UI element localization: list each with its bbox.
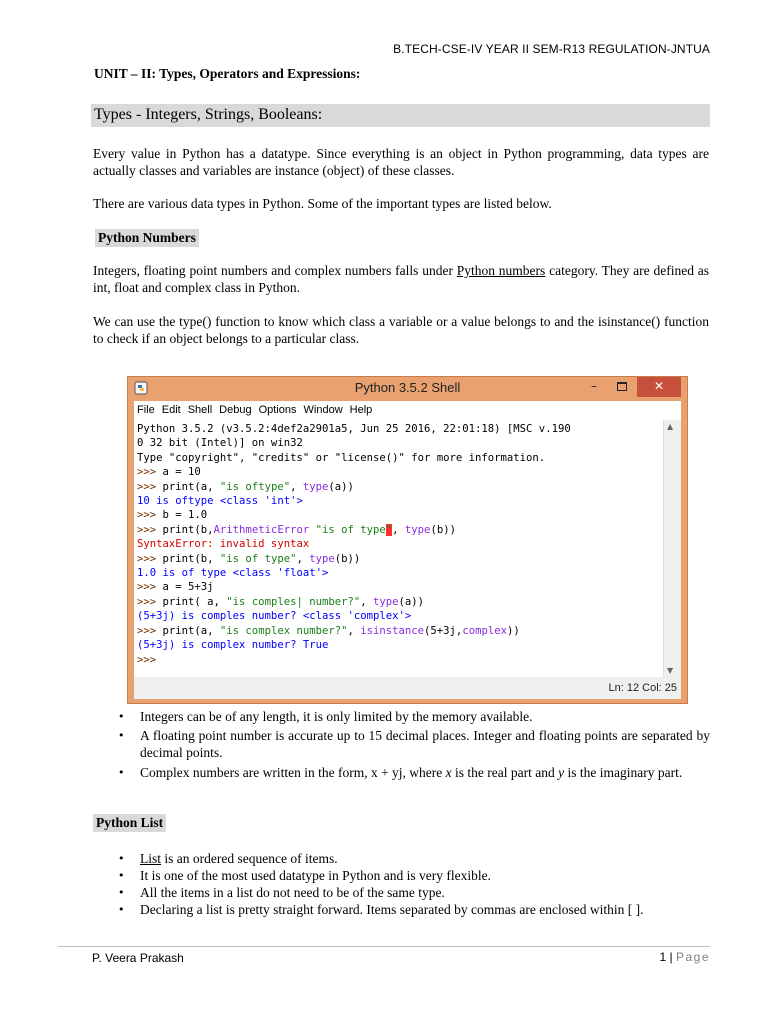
code-line: Type "copyright", "credits" or "license()" for more information. (137, 451, 546, 464)
shell-code-area[interactable] (134, 420, 663, 677)
code-token: print( a, (162, 595, 227, 608)
code-input: b = 1.0 (162, 509, 208, 522)
prompt: >>> (137, 509, 163, 522)
var-y: y (558, 765, 565, 780)
intro-paragraph: Every value in Python has a datatype. Since everything is an object in Python programming, data types are actually classes and variables are instance (object) of these classes. (93, 146, 709, 178)
code-builtin: ArithmeticError (213, 523, 310, 536)
list-item (118, 850, 710, 867)
code-token: , (347, 624, 361, 637)
subhead-python-numbers: Python Numbers (95, 229, 199, 247)
code-line (137, 624, 660, 638)
page-separator: | (669, 950, 673, 964)
code-line (137, 580, 660, 594)
prompt: >>> (137, 466, 163, 479)
code-input: a = 5+3j (162, 581, 214, 594)
code-token: , (290, 480, 303, 493)
code-token: (b)) (334, 552, 361, 565)
python-shell-window (127, 376, 688, 704)
code-string: "is of type (309, 523, 386, 536)
menu-options[interactable]: Options (258, 404, 297, 416)
shell-menubar (134, 401, 681, 420)
error-marker: " (385, 523, 393, 536)
menu-help[interactable]: Help (349, 404, 373, 416)
numbers-paragraph (93, 262, 709, 296)
page-number: 1 (659, 950, 667, 964)
code-error: SyntaxError: invalid syntax (137, 538, 310, 551)
menu-edit[interactable]: Edit (161, 404, 181, 416)
menu-debug[interactable]: Debug (219, 404, 252, 416)
complex-text: is the real part and (451, 765, 559, 780)
code-token: , (296, 552, 310, 565)
unit-title: UNIT – II: Types, Operators and Expressions: (94, 66, 361, 81)
scroll-down-icon[interactable]: ▼ (667, 666, 674, 675)
types-paragraph: There are various data types in Python. Some of the important types are listed below. (93, 196, 552, 211)
code-line (137, 595, 660, 609)
code-token: print(a, (162, 624, 220, 637)
code-builtin: type (404, 523, 431, 536)
code-token: , (360, 595, 373, 608)
footer-author: P. Veera Prakash (92, 951, 184, 965)
code-output: 1.0 is of type <class 'float'> (137, 567, 329, 580)
menu-file[interactable]: File (137, 404, 155, 416)
page-word: Page (675, 950, 710, 964)
minimize-button[interactable]: – (591, 379, 597, 393)
code-line (137, 508, 660, 522)
code-line: 0 32 bit (Intel)] on win32 (137, 437, 303, 450)
shell-statusbar: Ln: 12 Col: 25 (134, 677, 681, 699)
code-line (137, 523, 660, 537)
code-line: >>> (137, 653, 157, 666)
complex-text: is the imaginary part. (564, 765, 683, 780)
shell-title: Python 3.5.2 Shell (354, 380, 461, 395)
code-token: print(b, (162, 552, 220, 565)
list-link[interactable]: List (140, 851, 162, 866)
section-title: Types - Integers, Strings, Booleans: (94, 106, 323, 123)
code-builtin: type (373, 595, 399, 608)
code-output: 10 is oftype <class 'int'> (137, 495, 303, 508)
code-token: )) (506, 624, 520, 637)
code-input: a = 10 (162, 466, 201, 479)
code-line: Python 3.5.2 (v3.5.2:4def2a2901a5, Jun 25 2016, 22:01:18) [MSC v.190 (137, 423, 571, 435)
footer-rule (58, 946, 710, 947)
maximize-button[interactable] (609, 377, 635, 397)
code-string: "is comples| number?" (226, 595, 361, 608)
complex-text: Complex numbers are written in the form, x + yj, where (140, 765, 446, 780)
maximize-icon (617, 382, 627, 391)
code-builtin: type (309, 552, 335, 565)
subhead-python-list: Python List (93, 814, 166, 832)
python-app-icon (134, 381, 148, 395)
code-token: (b)) (430, 523, 456, 536)
menu-shell[interactable]: Shell (187, 404, 213, 416)
prompt: >>> (137, 624, 163, 637)
list-bullet-list (118, 850, 710, 918)
code-token: (a)) (328, 480, 354, 493)
code-string: "is complex number?" (219, 624, 348, 637)
vertical-scrollbar[interactable] (663, 420, 681, 677)
python-numbers-link[interactable]: Python numbers (456, 263, 546, 278)
menu-window[interactable]: Window (303, 404, 343, 416)
code-output: (5+3j) is complex number? True (137, 639, 329, 652)
code-output: (5+3j) is comples number? <class 'complex'> (137, 610, 412, 623)
prompt: >>> (137, 480, 163, 493)
code-line (137, 480, 660, 494)
numbers-text-before: Integers, floating point numbers and complex numbers falls under (93, 263, 457, 278)
code-token: (a)) (398, 595, 425, 608)
prompt: >>> (137, 581, 163, 594)
code-line (137, 465, 660, 479)
code-builtin: isinstance (360, 624, 425, 637)
code-builtin: type (302, 480, 329, 493)
prompt: >>> (137, 595, 163, 608)
code-token: , (392, 523, 405, 536)
code-token: (5+3j, (424, 624, 463, 637)
prompt: >>> (137, 523, 163, 536)
type-function-paragraph: We can use the type() function to know which class a variable or a value belongs to and the isinstance() function to check if an object belongs to a particular class. (93, 314, 709, 346)
list-item (118, 763, 710, 782)
list-item: • Integers can be of any length, it is only limited by the memory available. (118, 708, 710, 725)
code-string: "is of type" (219, 552, 297, 565)
code-builtin: complex (462, 624, 507, 637)
footer-page (659, 950, 710, 964)
var-x: x (445, 765, 452, 780)
list-item: • It is one of the most used datatype in Python and is very flexible. (118, 867, 710, 884)
scroll-up-icon[interactable]: ▲ (667, 422, 674, 431)
list-item: • Declaring a list is pretty straight forward. Items separated by commas are enclosed within [ ]. (118, 901, 710, 918)
numbers-text-after: category. They are defined as int, float and complex class in Python. (93, 263, 709, 295)
close-button[interactable]: ✕ (637, 377, 681, 397)
code-token: print(a, (162, 480, 220, 493)
code-token: print(b, (162, 523, 214, 536)
list-text: is an ordered sequence of items. (161, 851, 338, 866)
code-string: "is oftype" (219, 480, 291, 493)
numbers-bullet-list (118, 708, 710, 784)
code-line (137, 552, 660, 566)
running-header: B.TECH-CSE-IV YEAR II SEM-R13 REGULATION-JNTUA (393, 42, 710, 56)
section-title-bar (91, 104, 710, 127)
list-item: • All the items in a list do not need to be of the same type. (118, 884, 710, 901)
prompt: >>> (137, 552, 163, 565)
list-item: • A floating point number is accurate up to 15 decimal places. Integer and floating points are separated by decimal points. (118, 727, 710, 761)
